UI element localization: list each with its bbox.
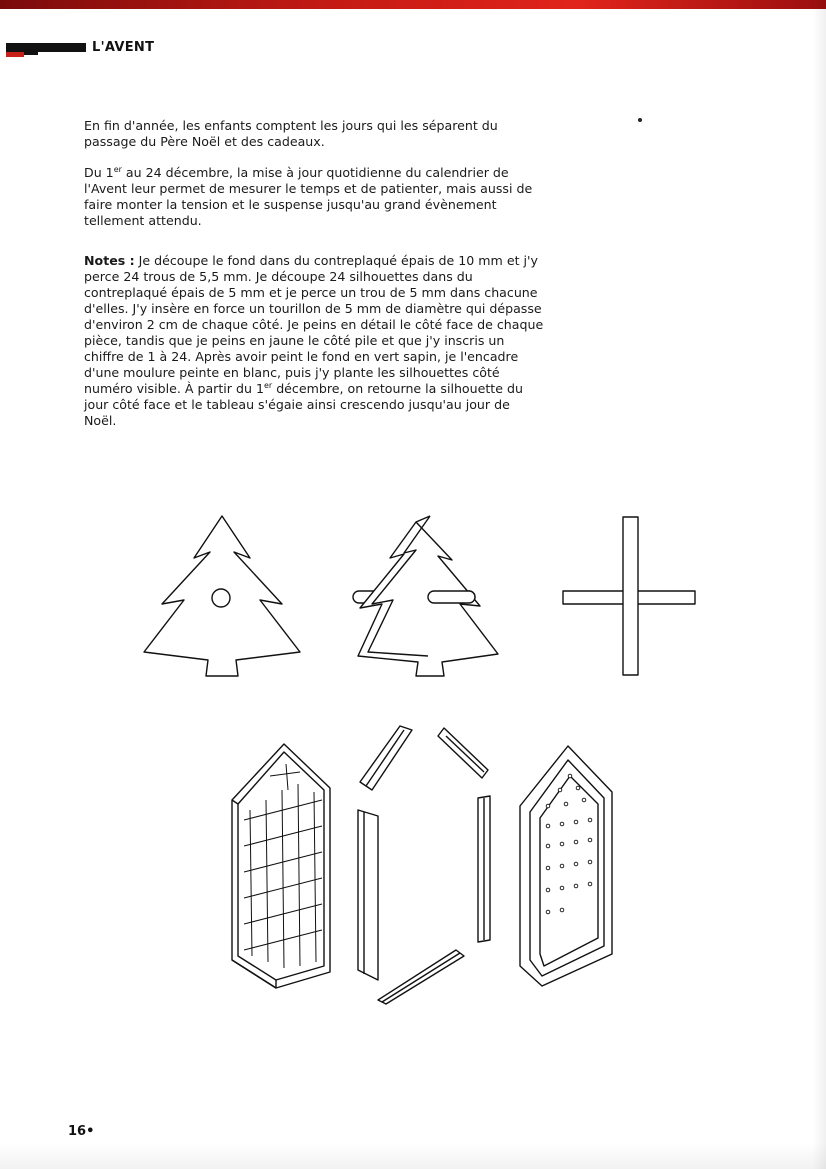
backboard-with-holes [520,746,612,986]
dowel-cross [563,517,695,675]
page-number: 16• [68,1124,95,1139]
intro-paragraph-2-day: Du 1 [84,165,114,180]
notes-text-part-1: Je découpe le fond dans du contreplaqué épais de 10 mm et j'y perce 24 trous de 5,5 mm. Je découpe 24 silhouettes dans du contreplaqué épais de 5 mm et je perce un trou de 5 mm dans chacune d'elles. J'y insère en force un tourillon de 5 mm de diamètre qui dépasse d'environ 2 cm de chaque côté. Je peins en détail le côté face de chaque pièce, tandis que je peins en jaune le côté pile et que j'y inscris un chiffre de 1 à 24. Après avoir peint le fond en vert sapin, je l'encadre d'une moulure peinte en blanc, puis j'y plante les silhouettes côté numéro visible. À partir du 1 [84,253,544,396]
tree-silhouette-front [144,516,300,676]
notes-paragraph [84,253,544,429]
notes-text-part-2: décembre, on retourne la silhouette du jour côté face et le tableau s'égaie ainsi crescendo jusqu'au jour de Noël. [84,381,523,428]
page-bottom-shadow [0,1143,826,1169]
frame-molding-pieces [358,726,490,1004]
tree-silhouette-with-dowel [353,516,498,676]
notes-label: Notes : [84,253,135,268]
intro-paragraph-2-sup: er [113,164,122,174]
construction-diagram [130,500,730,1020]
page-edge-shadow [812,0,826,1169]
top-color-strip [0,0,826,9]
section-title: L'AVENT [92,40,155,55]
notes-text-sup: er [263,380,273,390]
intro-paragraph-2 [84,165,542,229]
intro-paragraph-2-rest: au 24 décembre, la mise à jour quotidienne du calendrier de l'Avent leur permet de mesurer le temps et de patienter, mais aussi de faire monter la tension et le suspense jusqu'au grand évènement tellement attendu. [84,165,533,228]
print-speck [638,118,642,122]
section-marker-bar [6,43,86,52]
backboard-grid [232,744,330,988]
intro-paragraph-1: En fin d'année, les enfants comptent les jours qui les séparent du passage du Père Noël et des cadeaux. [84,118,498,149]
